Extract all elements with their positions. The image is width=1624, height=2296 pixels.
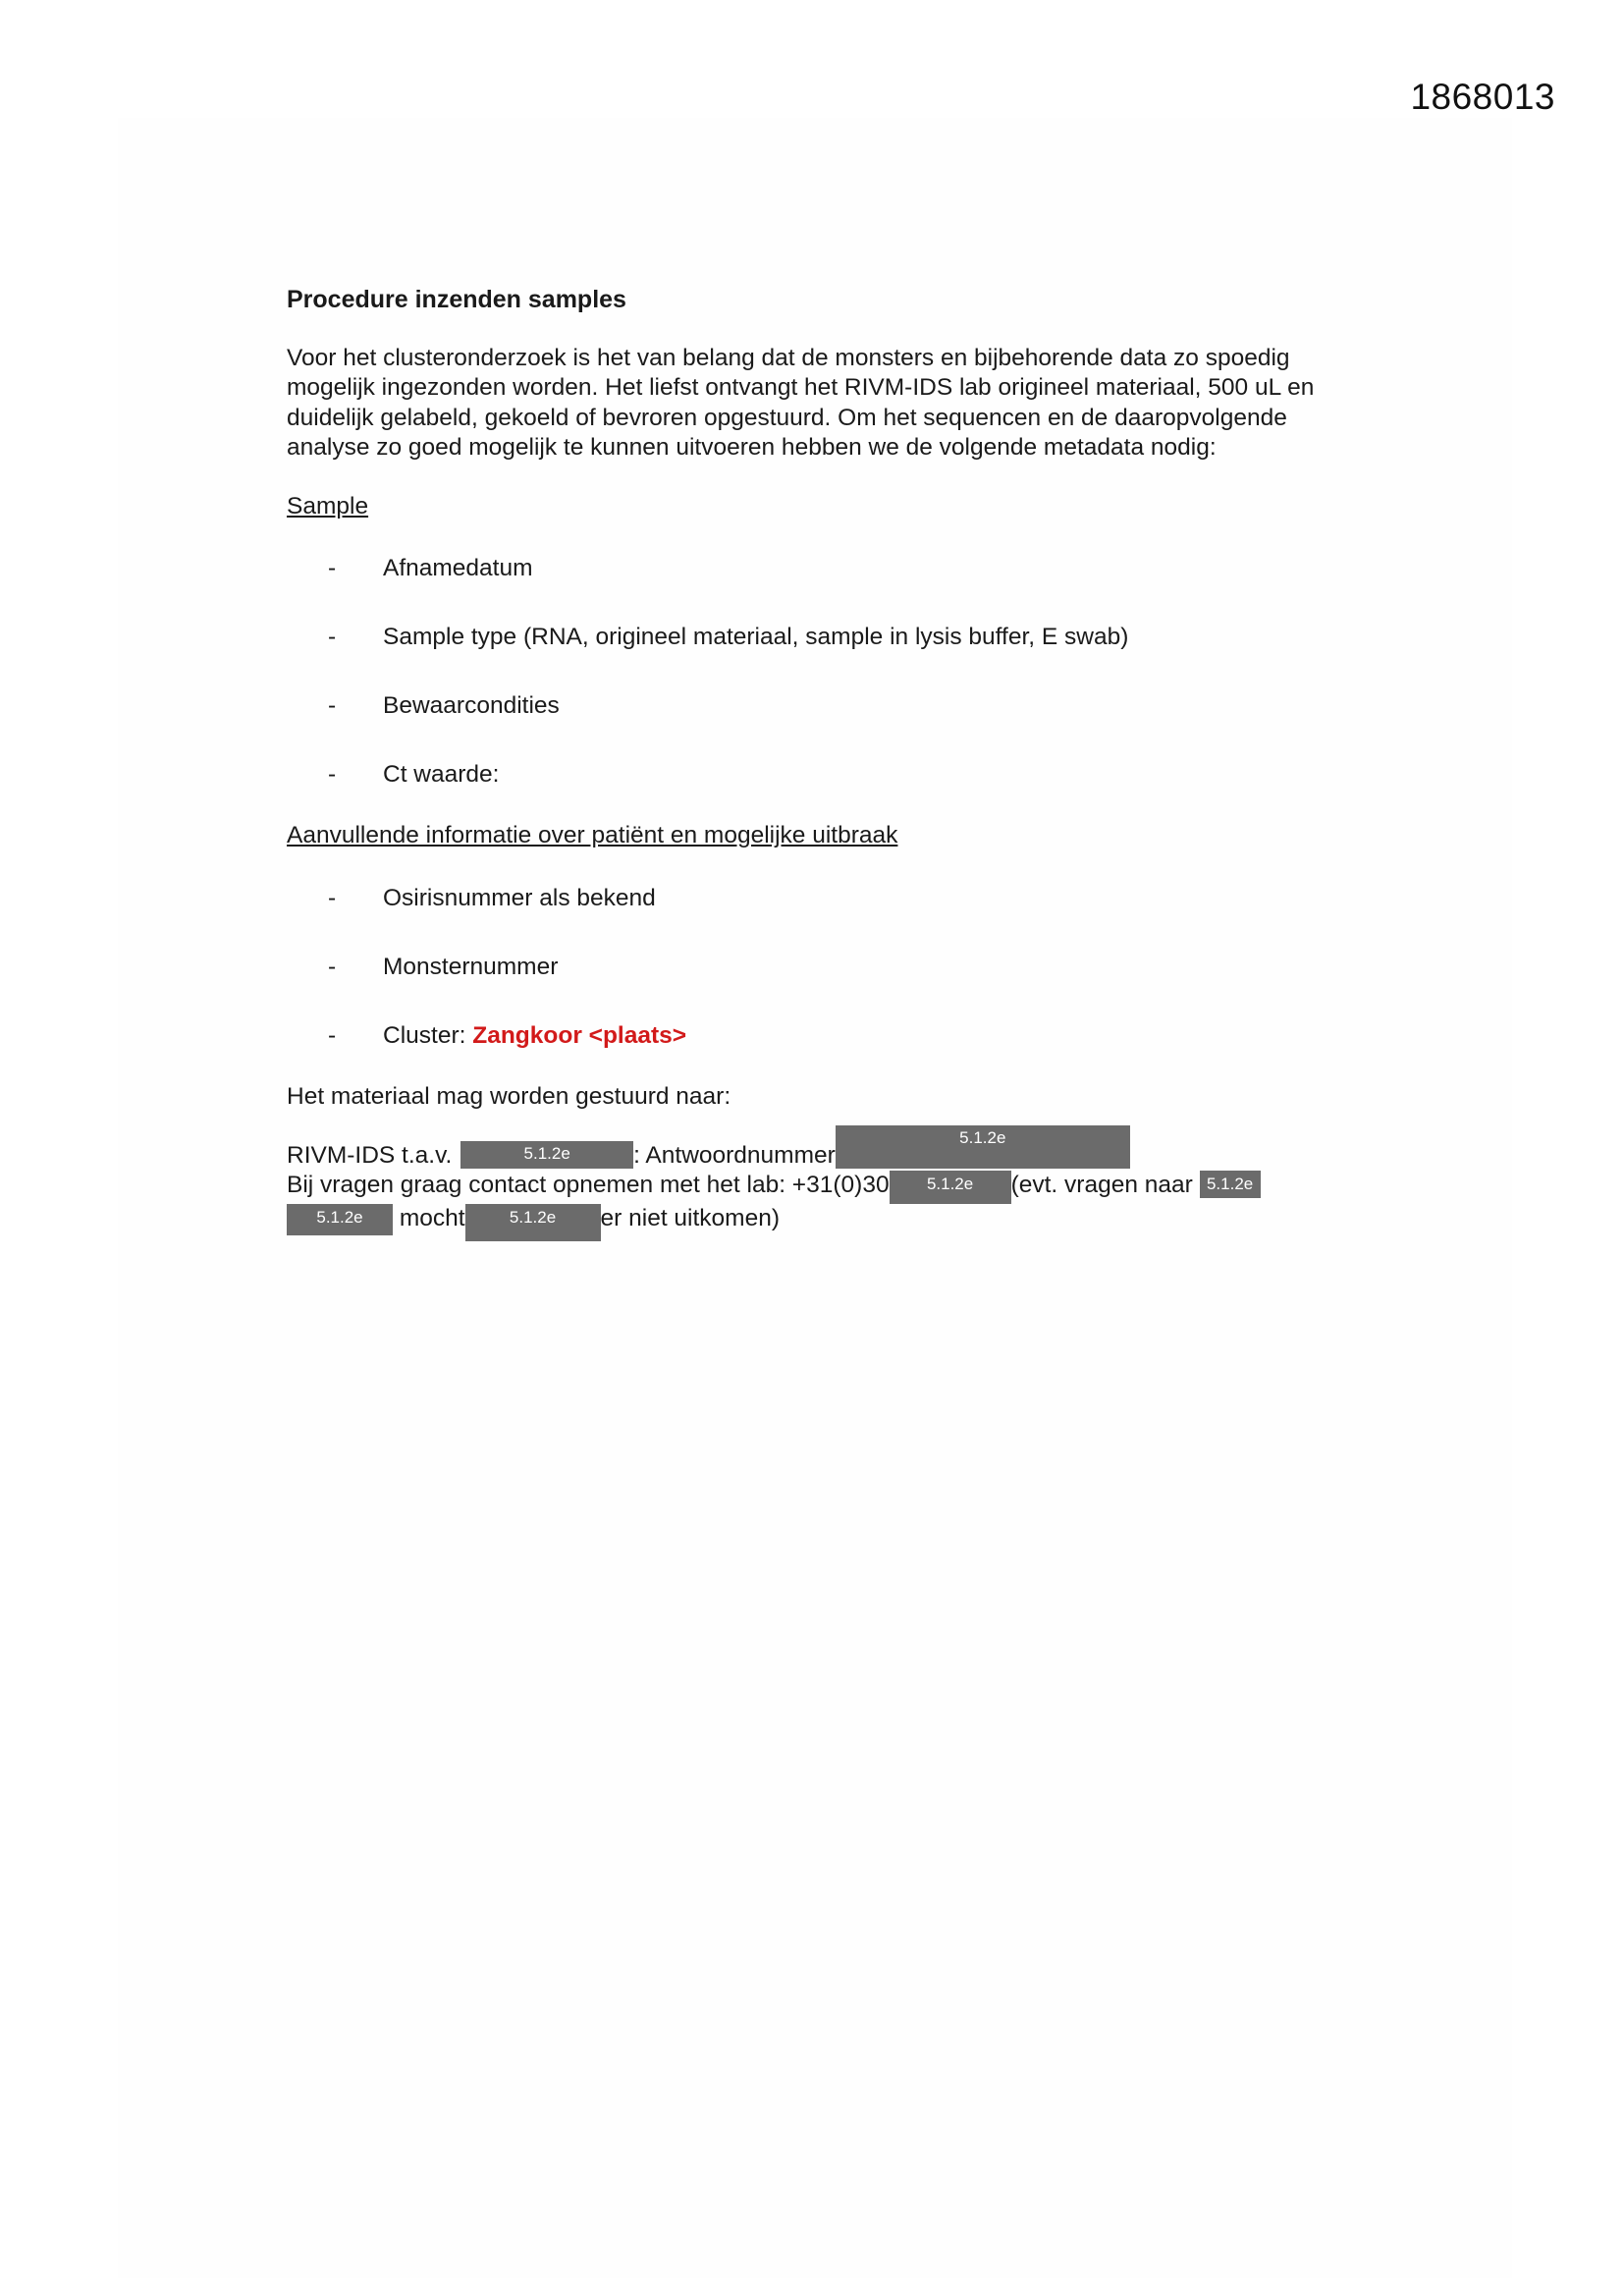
list-dash: -: [328, 761, 337, 788]
list-dash: -: [328, 624, 337, 650]
list-item: [287, 953, 1367, 992]
redaction-box: 5.1.2e: [465, 1204, 601, 1241]
list-dash: -: [328, 953, 337, 980]
intro-paragraph: Voor het clusteronderzoek is het van belang dat de monsters en bijbehorende data zo spoedig mogelijk ingezonden worden. Het liefst ontvangt het RIVM-IDS lab origineel materiaal, 500 uL en duidelijk gelabeld, gekoeld of bevroren opgestuurd. Om het sequencen en de daaropvolgende analyse zo goed mogelijk te kunnen uitvoeren hebben we de volgende metadata nodig:: [287, 344, 1315, 461]
contact-line-3: [287, 1204, 1367, 1241]
list-item-text: Bewaarcondities: [383, 692, 560, 719]
contact-text: Bij vragen graag contact opnemen met het lab: +31(0)30: [287, 1171, 890, 1198]
document-body: [287, 285, 1367, 1241]
list-dash: -: [328, 1021, 337, 1049]
redaction-box: 5.1.2e: [287, 1204, 393, 1235]
contact-text: RIVM-IDS t.a.v.: [287, 1142, 453, 1169]
list-item-text: Osirisnummer als bekend: [383, 884, 656, 911]
cluster-label: Cluster:: [383, 1021, 466, 1049]
list-item-text: Ct waarde:: [383, 761, 500, 788]
redaction-box: 5.1.2e: [460, 1141, 633, 1169]
extra-info-list: [287, 884, 1367, 1061]
send-instruction: Het materiaal mag worden gestuurd naar:: [287, 1082, 731, 1110]
contact-text: (evt. vragen naar: [1010, 1171, 1193, 1198]
contact-line-1: [287, 1128, 1367, 1171]
list-item-text: Afnamedatum: [383, 555, 533, 581]
sample-list: [287, 554, 1367, 799]
contact-line-2: [287, 1171, 1367, 1204]
list-dash: -: [328, 692, 337, 719]
redaction-box: 5.1.2e: [836, 1125, 1130, 1169]
document-title: Procedure inzenden samples: [287, 286, 626, 313]
sample-heading: Sample: [287, 492, 369, 519]
extra-info-heading: Aanvullende informatie over patiënt en mogelijke uitbraak: [287, 822, 898, 848]
contact-text: mocht: [399, 1204, 465, 1231]
list-item: [287, 691, 1367, 731]
list-item-text: Sample type (RNA, origineel materiaal, sample in lysis buffer, E swab): [383, 624, 1129, 650]
cluster-value: Zangkoor <plaats>: [472, 1021, 687, 1049]
redaction-box: 5.1.2e: [1200, 1171, 1261, 1198]
document-number: 1868013: [1410, 77, 1555, 117]
list-dash: -: [328, 884, 337, 911]
contact-text: : Antwoordnummer: [633, 1142, 836, 1169]
list-item: [287, 554, 1367, 593]
list-item: [287, 1021, 1367, 1061]
list-dash: -: [328, 555, 337, 581]
list-item: [287, 760, 1367, 799]
redaction-box: 5.1.2e: [890, 1171, 1011, 1204]
list-item: [287, 623, 1367, 662]
list-item: [287, 884, 1367, 923]
list-item-text: Monsternummer: [383, 953, 559, 980]
contact-text: er niet uitkomen): [600, 1204, 781, 1231]
contact-block: [287, 1128, 1367, 1241]
